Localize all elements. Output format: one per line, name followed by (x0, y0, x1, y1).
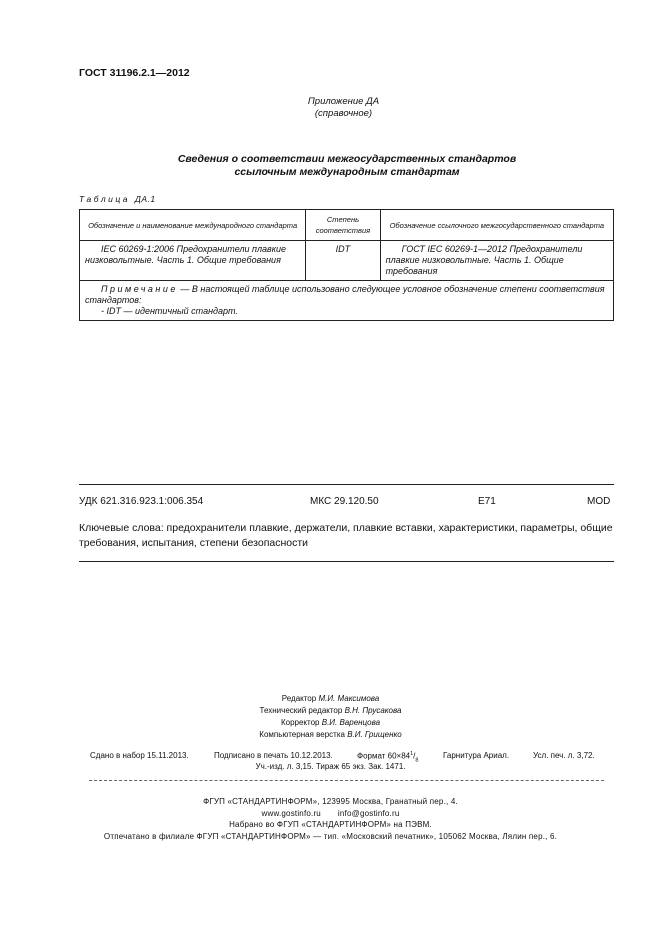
annex-heading (0, 96, 661, 120)
note-text: — В настоящей таблице использовано следующее условное обозначение степени соответствия стандартов: (85, 284, 605, 305)
publisher-email: info@gostinfo.ru (337, 808, 400, 818)
cell-international: IEC 60269-1:2006 Предохранители плавкие низковольтные. Часть 1. Общие требования (80, 241, 306, 281)
table-note-row (80, 281, 614, 321)
publisher-block (0, 796, 661, 842)
note-item: - IDT — идентичный стандарт. (101, 306, 238, 316)
header-interstate: Обозначение ссылочного межгосударственного стандарта (380, 210, 613, 241)
print-circulation: Уч.-изд. л. 3,15. Тираж 65 экз. Зак. 1471. (255, 762, 406, 771)
keywords: Ключевые слова: предохранители плавкие, держатели, плавкие вставки, характеристики, параметры, общие требования, испытания, степени безопасности (79, 522, 613, 549)
credit-tech-editor: Технический редактор В.Н. Прусакова (259, 706, 402, 715)
table-header-row (80, 210, 614, 241)
table-caption-number: ДА.1 (134, 194, 156, 204)
credit-editor: Редактор М.И. Максимова (281, 694, 380, 703)
section-title-line2: ссылочным международным стандартам (234, 166, 460, 178)
section-title (79, 153, 615, 179)
standards-table (79, 209, 614, 321)
credits-block (0, 693, 661, 741)
print-format: Формат $60\times 84^1/_8$ (357, 751, 419, 764)
note-label: Примечание (101, 284, 178, 294)
udk-code: УДК 621.316.923.1:006.354 (79, 496, 204, 507)
publisher-website: www.gostinfo.ru (261, 808, 321, 818)
credit-layout: Компьютерная верстка В.И. Грищенко (259, 730, 402, 739)
document-code: ГОСТ 31196.2.1—2012 (79, 67, 190, 79)
print-submitted: Сдано в набор 15.11.2013. (90, 751, 189, 760)
table-note (80, 281, 614, 321)
cell-interstate: ГОСТ IEC 60269-1—2012 Предохранители плавкие низковольтные. Часть 1. Общие требования (380, 241, 613, 281)
table-caption (79, 194, 156, 204)
publisher-printed: Отпечатано в филиале ФГУП «СТАНДАРТИНФОРМ» — тип. «Московский печатник», 105062 Москва, Лялин пер., 6. (103, 831, 558, 841)
table-caption-label: Таблица (79, 194, 131, 204)
divider-bottom (79, 561, 614, 562)
dashed-separator (89, 780, 604, 781)
print-signed: Подписано в печать 10.12.2013. (214, 751, 333, 760)
mks-code: МКС 29.120.50 (310, 496, 379, 507)
annex-title: Приложение ДА (307, 96, 380, 107)
section-title-line1: Сведения о соответствии межгосударственных стандартов (177, 153, 517, 165)
annex-subtitle: (справочное) (314, 108, 373, 119)
publisher-typeset: Набрано во ФГУП «СТАНДАРТИНФОРМ» на ПЭВМ. (229, 820, 432, 829)
mod-code: MOD (587, 496, 611, 507)
publisher-contacts (0, 808, 661, 820)
publisher-address: ФГУП «СТАНДАРТИНФОРМ», 123995 Москва, Гранатный пер., 4. (203, 797, 458, 806)
print-sheets: Усл. печ. л. 3,72. (533, 751, 595, 760)
header-international: Обозначение и наименование международного стандарта (80, 210, 306, 241)
divider-top (79, 484, 614, 485)
print-font: Гарнитура Ариал. (443, 751, 510, 760)
cell-degree: IDT (306, 241, 380, 281)
table-row (80, 241, 614, 281)
classification-code: Е71 (478, 496, 496, 507)
credit-proofreader: Корректор В.И. Варенцова (280, 718, 381, 727)
header-degree: Степень соответствия (306, 210, 380, 241)
